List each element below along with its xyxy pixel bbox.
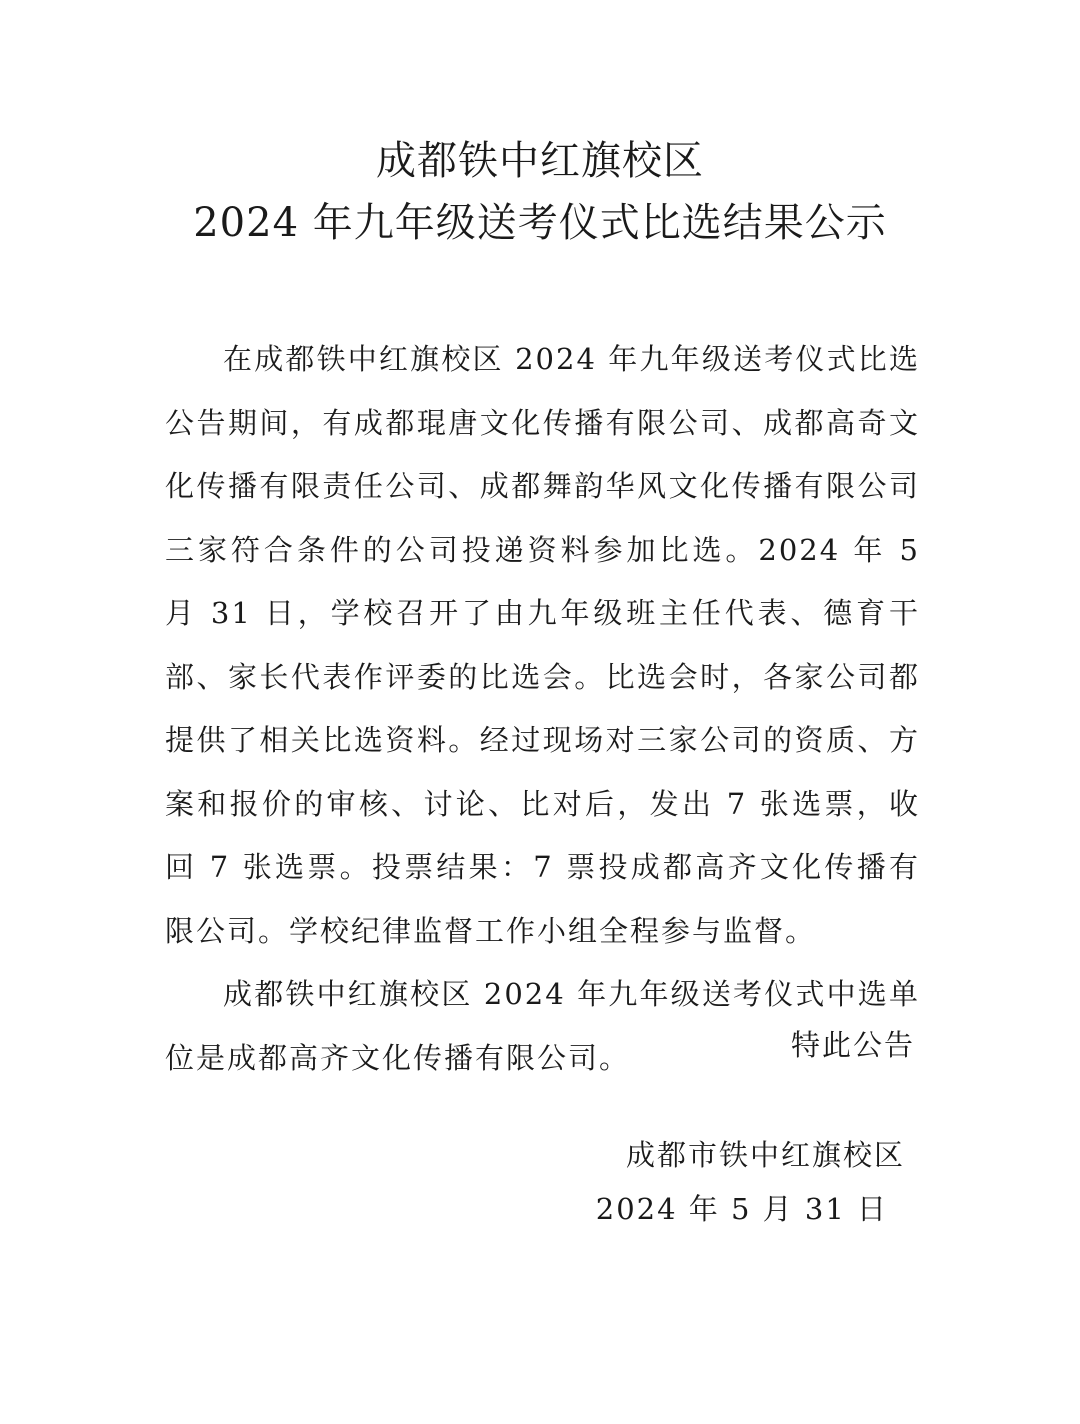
body-paragraph-result: 成都铁中红旗校区 2024 年九年级送考仪式中选单位是成都高齐文化传播有限公司。 — [165, 977, 920, 1075]
body-paragraph-process: 在成都铁中红旗校区 2024 年九年级送考仪式比选公告期间，有成都琨唐文化传播有限公司、成都高奇文化传播有限责任公司、成都舞韵华风文化传播有限公司三家符合条件的公司投递资料参加比选。2024 年 5 月 31 日，学校召开了由九年级班主任代表、德育干部、家长代表作评委的比选会。比选会时，各家公司都提供了相关比选资料。经过现场对三家公司的资质、方案和报价的审核、讨论、比对后，发出 7 张选票，收回 7 张选票。投票结果：7 票投成都高齐文化传播有限公司。学校纪律监督工作小组全程参与监督。 — [165, 342, 920, 948]
title-line-announcement: 2024 年九年级送考仪式比选结果公示 — [193, 200, 887, 246]
document-title — [0, 130, 1080, 254]
signature-date: 2024 年 5 月 31 日 — [595, 1192, 888, 1226]
document-body — [165, 328, 920, 1090]
title-line-school: 成都铁中红旗校区 — [376, 138, 704, 184]
signature-organization: 成都市铁中红旗校区 — [625, 1138, 905, 1172]
closing-phrase: 特此公告 — [790, 1028, 915, 1062]
